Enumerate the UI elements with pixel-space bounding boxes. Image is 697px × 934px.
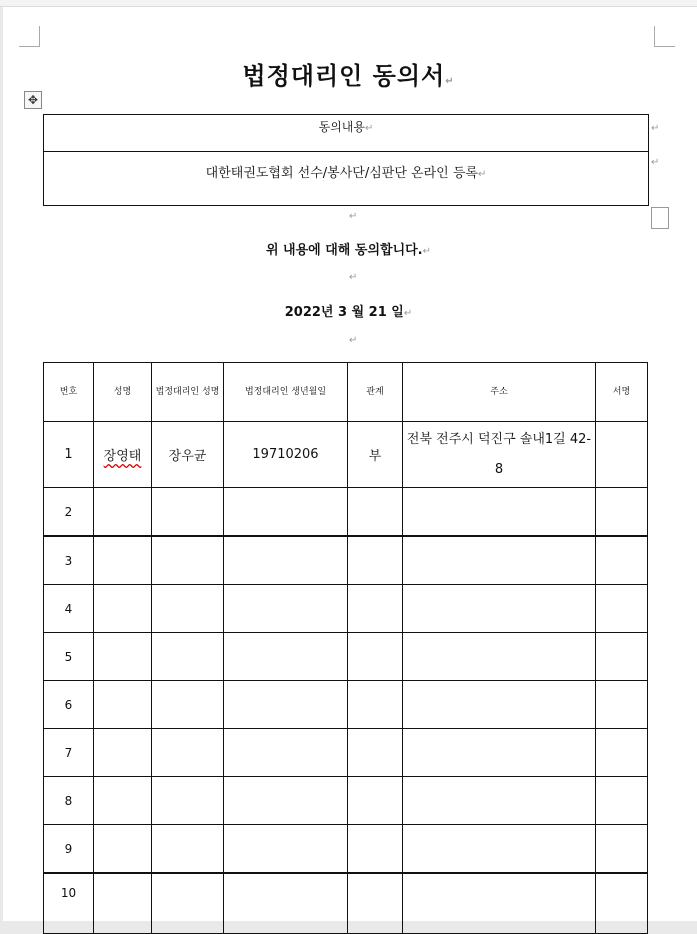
cell-name[interactable] xyxy=(94,585,152,633)
cell-address[interactable] xyxy=(403,777,596,825)
cell-sign[interactable] xyxy=(596,873,648,934)
cell-relation[interactable] xyxy=(348,488,403,537)
header-guardian: 법정대리인 성명 xyxy=(152,363,224,422)
cell-relation[interactable] xyxy=(348,777,403,825)
table-row xyxy=(44,536,648,585)
table-row xyxy=(44,777,648,825)
table-row xyxy=(44,873,648,934)
cell-sign[interactable] xyxy=(596,825,648,874)
cell-name-text: 장영태 xyxy=(103,449,142,464)
title-text: 법정대리인 동의서 xyxy=(242,62,446,90)
cell-birth[interactable] xyxy=(224,536,348,585)
cell-no[interactable]: 9 xyxy=(44,825,94,874)
margin-corner-top-right xyxy=(654,26,675,47)
toolbar-strip xyxy=(0,0,697,7)
cell-relation[interactable] xyxy=(348,873,403,934)
table-header-row xyxy=(44,363,648,422)
cell-guardian[interactable] xyxy=(152,488,224,537)
table-resize-handle[interactable] xyxy=(651,207,669,229)
cell-name[interactable] xyxy=(94,488,152,537)
guardian-table xyxy=(43,362,648,934)
cell-sign[interactable] xyxy=(596,777,648,825)
cell-name[interactable] xyxy=(94,633,152,681)
cell-name[interactable] xyxy=(94,681,152,729)
cell-name[interactable] xyxy=(94,422,152,488)
cell-address[interactable] xyxy=(403,681,596,729)
cell-address[interactable] xyxy=(403,873,596,934)
header-name: 성명 xyxy=(94,363,152,422)
cell-guardian[interactable]: 장우균 xyxy=(152,422,224,488)
cell-address[interactable] xyxy=(403,488,596,537)
table-move-handle-icon[interactable]: ✥ xyxy=(24,91,42,109)
cell-sign[interactable] xyxy=(596,729,648,777)
cell-name[interactable] xyxy=(94,777,152,825)
cell-birth[interactable] xyxy=(224,681,348,729)
row-end-mark: ↵ xyxy=(651,157,660,168)
content-box xyxy=(43,114,649,206)
cell-no[interactable]: 10 xyxy=(44,873,94,934)
cell-sign[interactable] xyxy=(596,585,648,633)
cell-no[interactable]: 3 xyxy=(44,536,94,585)
cell-relation[interactable] xyxy=(348,633,403,681)
cell-sign[interactable] xyxy=(596,681,648,729)
agreement-text: 위 내용에 대해 동의합니다. xyxy=(265,243,423,258)
cell-guardian[interactable] xyxy=(152,536,224,585)
agreement-line: 위 내용에 대해 동의합니다.↵ xyxy=(265,243,432,258)
date-line: 2022년 3 월 21 일↵ xyxy=(284,305,413,320)
cell-no[interactable]: 4 xyxy=(44,585,94,633)
cell-birth[interactable] xyxy=(224,585,348,633)
cell-address[interactable] xyxy=(403,585,596,633)
cell-address[interactable] xyxy=(403,825,596,874)
cell-relation[interactable] xyxy=(348,729,403,777)
cell-birth[interactable] xyxy=(224,825,348,874)
content-header-text: 동의내용 xyxy=(318,120,365,134)
table-row xyxy=(44,825,648,874)
table-row xyxy=(44,488,648,537)
cell-address[interactable]: 전북 전주시 덕진구 솔내1길 42-8 xyxy=(403,422,596,488)
cell-birth[interactable] xyxy=(224,488,348,537)
cell-sign[interactable] xyxy=(596,488,648,537)
content-body-text: 대한태권도협회 선수/봉사단/심판단 온라인 등록 xyxy=(205,166,478,181)
row-end-mark: ↵ xyxy=(651,123,660,134)
date-text: 2022년 3 월 21 일 xyxy=(284,305,404,320)
cell-sign[interactable] xyxy=(596,633,648,681)
header-relation: 관계 xyxy=(348,363,403,422)
cell-no[interactable]: 2 xyxy=(44,488,94,537)
table-row xyxy=(44,729,648,777)
cell-name[interactable] xyxy=(94,729,152,777)
cell-birth[interactable] xyxy=(224,873,348,934)
cell-sign[interactable] xyxy=(596,536,648,585)
cell-relation[interactable]: 부 xyxy=(348,422,403,488)
cell-address[interactable] xyxy=(403,729,596,777)
cell-no[interactable]: 5 xyxy=(44,633,94,681)
table-row xyxy=(44,633,648,681)
document-title xyxy=(0,56,697,91)
cell-guardian[interactable] xyxy=(152,777,224,825)
cell-address[interactable] xyxy=(403,536,596,585)
paragraph-mark: ↵ xyxy=(349,211,358,222)
cell-no[interactable]: 8 xyxy=(44,777,94,825)
cell-name[interactable] xyxy=(94,873,152,934)
header-no: 번호 xyxy=(44,363,94,422)
cell-no[interactable]: 1 xyxy=(44,422,94,488)
cell-guardian[interactable] xyxy=(152,873,224,934)
content-box-body: 대한태권도협회 선수/봉사단/심판단 온라인 등록↵ xyxy=(205,166,487,181)
table-row xyxy=(44,422,648,488)
table-row xyxy=(44,585,648,633)
cell-birth[interactable] xyxy=(224,777,348,825)
cell-guardian[interactable] xyxy=(152,729,224,777)
cell-address[interactable] xyxy=(403,633,596,681)
cell-relation[interactable] xyxy=(348,536,403,585)
cell-no[interactable]: 6 xyxy=(44,681,94,729)
cell-relation[interactable] xyxy=(348,585,403,633)
cell-birth[interactable] xyxy=(224,729,348,777)
cell-name[interactable] xyxy=(94,536,152,585)
cell-relation[interactable] xyxy=(348,681,403,729)
paragraph-mark: ↵ xyxy=(349,272,358,283)
cell-name[interactable] xyxy=(94,825,152,874)
paragraph-mark: ↵ xyxy=(445,76,455,87)
cell-sign[interactable] xyxy=(596,422,648,488)
cell-birth[interactable]: 19710206 xyxy=(224,422,348,488)
header-sign: 서명 xyxy=(596,363,648,422)
paragraph-mark: ↵ xyxy=(349,335,358,346)
cell-no[interactable]: 7 xyxy=(44,729,94,777)
header-address: 주소 xyxy=(403,363,596,422)
header-birth: 법정대리인 생년월일 xyxy=(224,363,348,422)
cell-birth[interactable] xyxy=(224,633,348,681)
cell-guardian[interactable] xyxy=(152,681,224,729)
cell-guardian[interactable] xyxy=(152,633,224,681)
table-row xyxy=(44,681,648,729)
cell-guardian[interactable] xyxy=(152,585,224,633)
margin-corner-top-left xyxy=(19,26,40,47)
cell-relation[interactable] xyxy=(348,825,403,874)
content-box-header: 동의내용↵ xyxy=(44,115,648,152)
cell-guardian[interactable] xyxy=(152,825,224,874)
